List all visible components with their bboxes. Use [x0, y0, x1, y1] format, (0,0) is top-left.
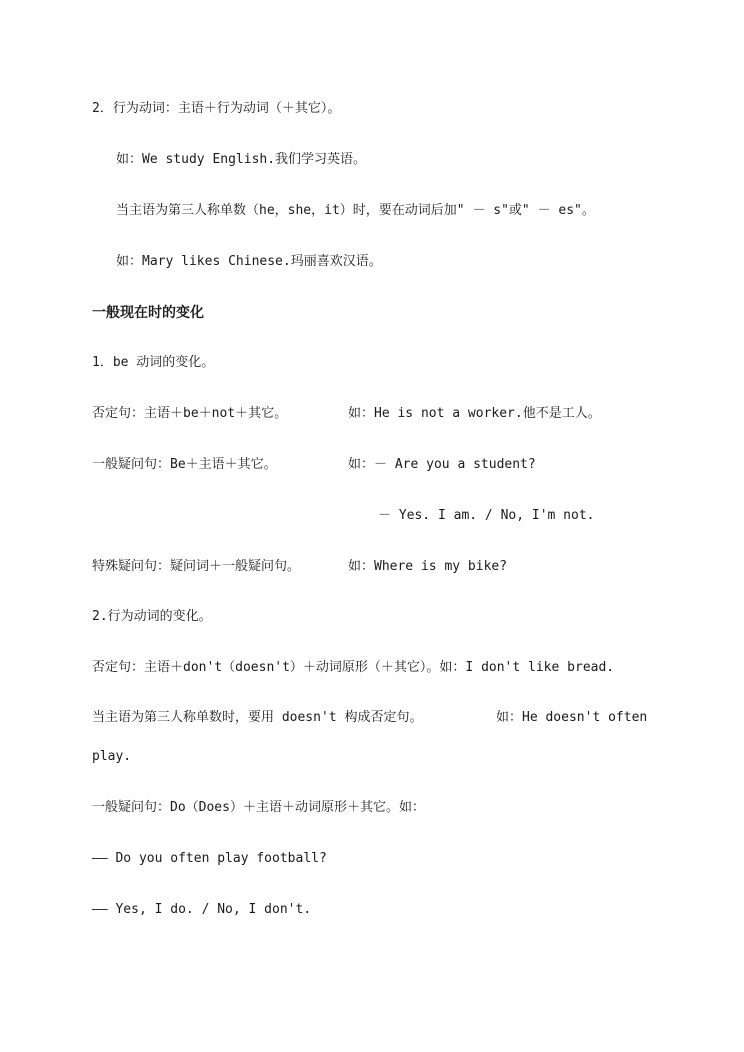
- verb-rule-heading: 2．行为动词：主语＋行为动词（＋其它）。: [92, 101, 341, 116]
- verb-heading: 2.行为动词的变化。: [92, 609, 212, 624]
- verb-negative: 否定句：主语＋don't（doesn't）＋动词原形（＋其它）。如：I don't like bread.: [92, 660, 615, 675]
- verb-rule-example-1: 如：We study English.我们学习英语。: [116, 152, 367, 167]
- verb-third-person-cont: play.: [92, 749, 132, 764]
- verb-question-2: —— Yes, I do. / No, I don't.: [92, 902, 312, 917]
- verb-question: 一般疑问句：Do（Does）＋主语＋动词原形＋其它。如：: [92, 800, 425, 815]
- be-special: 特殊疑问句：疑问词＋一般疑问句。: [92, 559, 301, 574]
- be-heading: 1．be 动词的变化。: [92, 355, 215, 370]
- be-question-example: 如：－ Are you a student?: [348, 457, 536, 472]
- be-answer: － Yes. I am. / No, I'm not.: [378, 508, 595, 523]
- verb-rule-example-2: 如：Mary likes Chinese.玛丽喜欢汉语。: [116, 254, 382, 269]
- verb-third-person: 当主语为第三人称单数时，要用 doesn't 构成否定句。: [92, 710, 423, 725]
- verb-third-person-example: 如：He doesn't often: [496, 710, 648, 725]
- be-special-example: 如：Where is my bike?: [348, 559, 508, 574]
- third-person-rule: 当主语为第三人称单数（he，she，it）时，要在动词后加" － s"或" － es"。: [116, 203, 595, 218]
- be-negative: 否定句：主语＋be＋not＋其它。: [92, 406, 288, 421]
- be-negative-example: 如：He is not a worker.他不是工人。: [348, 406, 601, 421]
- verb-question-1: —— Do you often play football?: [92, 851, 327, 866]
- section-title: 一般现在时的变化: [92, 305, 204, 321]
- be-question: 一般疑问句：Be＋主语＋其它。: [92, 457, 277, 472]
